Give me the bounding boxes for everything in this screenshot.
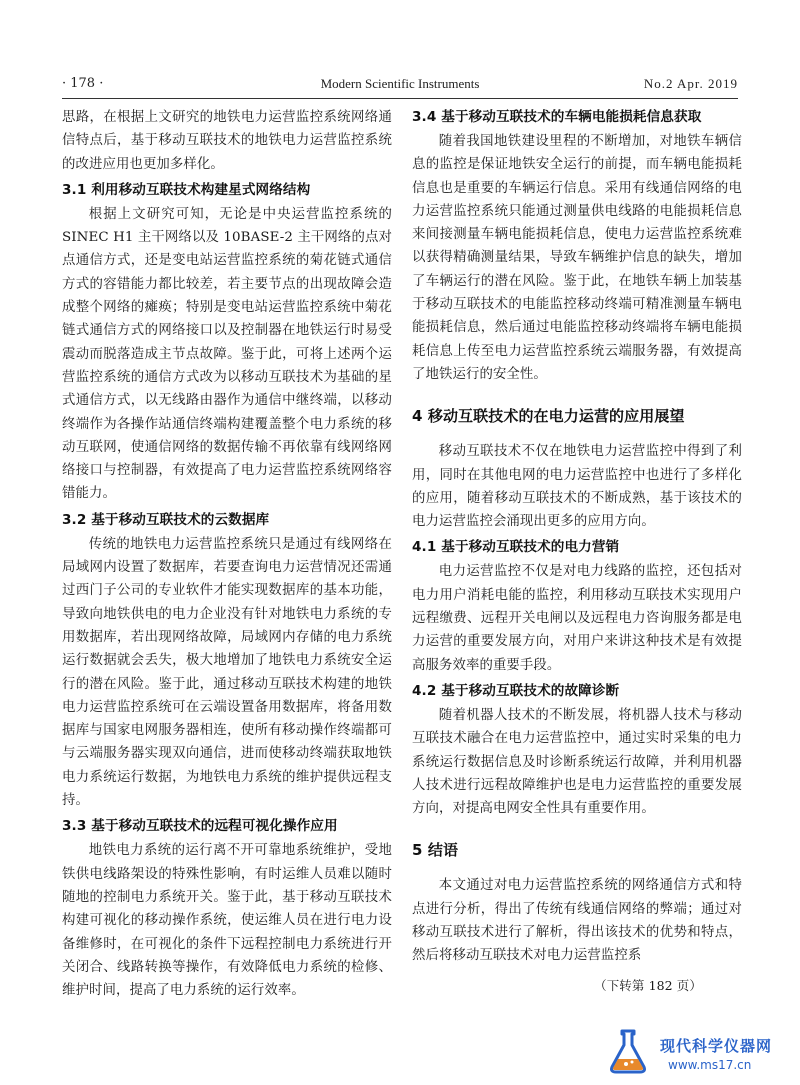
watermark-url: www.ms17.cn — [668, 1058, 752, 1072]
section-4-1-heading: 4.1 基于移动互联技术的电力营销 — [412, 539, 620, 556]
journal-title: Modern Scientific Instruments — [320, 76, 480, 91]
section-3-3-paragraph: 地铁电力系统的运行离不开可靠地系统维护，受地铁供电线路架设的特殊性影响，有时运维人员难以随时随地的控制电力系统开关。鉴于此，基于移动互联技术构建可视化的移动操作系统，使运维人员在进行电力设备维修时，在可视化的条件下远程控制电力系统进行开关闭合、线路转换等操作，有效降低电力系统的检修、维护时间，提高了电力系统的运行效率。 — [62, 843, 392, 999]
watermark-site-name: 现代科学仪器网 — [660, 1037, 773, 1055]
section-5-heading: 5 结语 — [412, 841, 459, 860]
section-4-2-paragraph: 随着机器人技术的不断发展，将机器人技术与移动互联技术融合在电力运营监控中，通过实时采集的电力系统运行数据信息及时诊断系统运行故障，并利用机器人技术进行远程故障维护也是电力运营监控的重要发展方向，对提高电网安全性具有重要作用。 — [412, 707, 742, 817]
page-number: · 178 · — [62, 76, 104, 91]
section-3-2-heading: 3.2 基于移动互联技术的云数据库 — [62, 511, 270, 528]
section-3-4-heading: 3.4 基于移动互联技术的车辆电能损耗信息获取 — [412, 109, 702, 125]
section-3-1-heading: 3.1 利用移动互联技术构建星式网络结构 — [62, 181, 311, 198]
section-4-paragraph: 移动互联技术不仅在地铁电力运营监控中得到了利用，同时在其他电网的电力运营监控中也进行了多样化的应用，随着移动互联技术的不断成熟，基于该技术的电力运营监控会涌现出更多的应用方向。 — [412, 444, 742, 530]
section-3-3-heading: 3.3 基于移动互联技术的远程可视化操作应用 — [62, 818, 338, 835]
left-column — [62, 106, 392, 1002]
section-4-heading: 4 移动互联技术的在电力运营的应用展望 — [412, 407, 685, 426]
section-4-1-paragraph: 电力运营监控不仅是对电力线路的监控，还包括对电力用户消耗电能的监控，利用移动互联技术实现用户远程缴费、远程开关电闸以及远程电力咨询服务都是电力运营的重要发展方向，对用户来讲这种技术是有效提高服务效率的重要手段。 — [412, 564, 742, 673]
section-4-2-heading: 4.2 基于移动互联技术的故障诊断 — [412, 682, 620, 699]
section-3-4-paragraph: 随着我国地铁建设里程的不断增加，对地铁车辆信息的监控是保证地铁安全运行的前提，而车辆电能损耗信息也是重要的车辆运行信息。采用有线通信网络的电力运营监控系统只能通过测量供电线路的电能损耗信息来间接测量车辆电能损耗信息，使电力运营监控系统难以获得精确测量结果，导致车辆维护信息的缺失，增加了车辆运行的潜在风险。鉴于此，在地铁车辆上加装基于移动互联技术的电能监控移动终端可精准测量车辆电能损耗信息，然后通过电能监控移动终端将车辆电能损耗信息上传至电力运营监控系统云端服务器，有效提高了地铁运行的安全性。 — [412, 134, 742, 382]
site-watermark — [602, 1023, 792, 1081]
section-5-paragraph: 本文通过对电力运营监控系统的网络通信方式和特点进行分析，得出了传统有线通信网络的弊端；通过对移动互联技术进行了解析，得出该技术的优势和特点，然后将移动互联技术对电力运营监控系 — [412, 878, 742, 964]
intro-paragraph: 思路，在根据上文研究的地铁电力运营监控系统网络通信特点后，基于移动互联技术的地铁电力运营监控系统的改进应用也更加多样化。 — [62, 110, 392, 172]
section-3-1-paragraph: 根据上文研究可知，无论是中央运营监控系统的 SINEC H1 主干网络以及 10BASE-2 主干网络的点对点通信方式，还是变电站运营监控系统的菊花链式通信方式的容错能力都比较差，若主要节点的出现故障会造成整个网络的瘫痪；特别是变电站运营监控系统中菊花链式通信方式的网络接口以及控制器在地铁运行时易受震动而脱落造成主节点故障。鉴于此，可将上述两个运营监控系统的通信方式改为以移动互联技术为基础的星式通信方式，以无线路由器作为通信中继终端，以移动终端作为各操作站通信终端构建覆盖整个电力系统的移动互联网，使通信网络的数据传输不再依靠有线网络网络接口与控制器，有效提高了电力运营监控系统网络容错能力。 — [62, 206, 392, 502]
issue-info: No.2 Apr. 2019 — [643, 76, 738, 91]
flask-logo-icon — [602, 1025, 654, 1077]
right-column — [412, 106, 742, 997]
continued-note: （下转第 182 页） — [594, 977, 702, 993]
running-header — [62, 76, 738, 99]
section-3-2-paragraph: 传统的地铁电力运营监控系统只是通过有线网络在局域网内设置了数据库，若要查询电力运营情况还需通过西门子公司的专业软件才能实现数据库的基本功能，导致向地铁供电的电力企业没有针对地铁电力系统的专用数据库，若出现网络故障，局域网内存储的电力系统运行数据就会丢失，极大地增加了地铁电力系统安全运行的潜在风险。鉴于此，通过移动互联技术构建的地铁电力运营监控系统可在云端设置备用数据库，将备用数据库与国家电网服务器相连，使所有移动操作终端都可与云端服务器实现双向通信，进而使移动终端获取地铁电力系统运行数据，为地铁电力系统的维护提供远程支持。 — [62, 536, 392, 809]
